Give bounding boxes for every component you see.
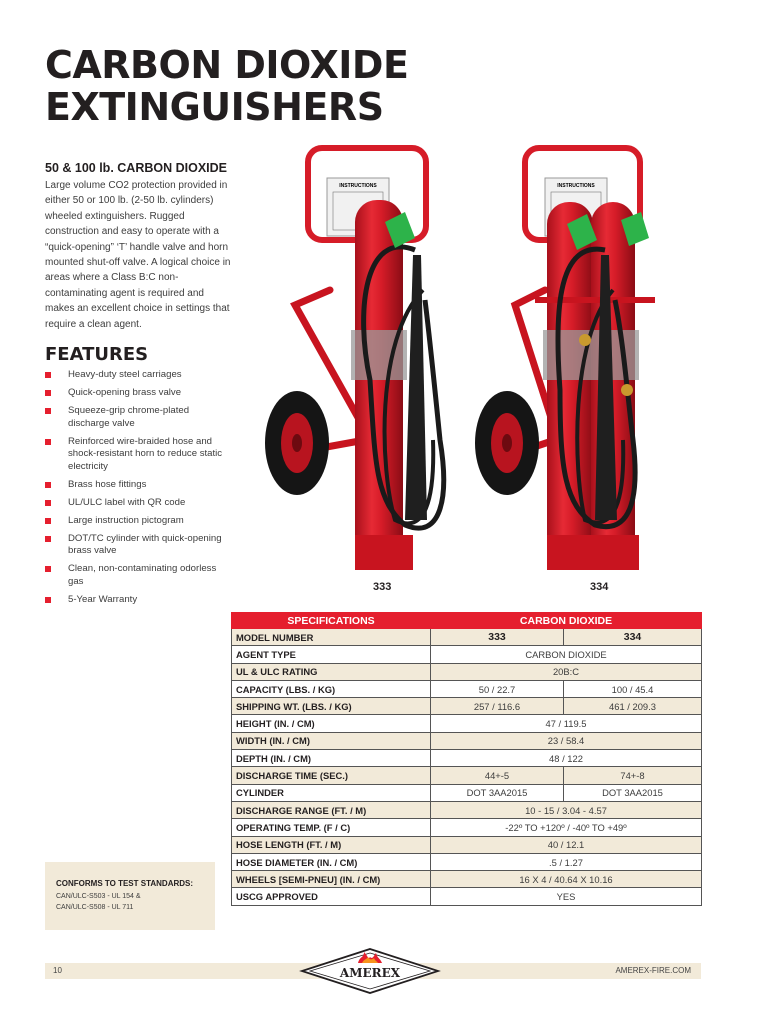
- table-row: [232, 629, 702, 646]
- features-heading: FEATURES: [45, 344, 149, 365]
- conforms-line: CAN/ULC-S503 - UL 154 &: [56, 893, 141, 900]
- spec-value: 16 X 4 / 40.64 X 10.16: [431, 871, 702, 888]
- feature-item: [45, 563, 230, 588]
- spec-label: WIDTH (IN. / CM): [232, 732, 431, 749]
- spec-value: 23 / 58.4: [431, 732, 702, 749]
- spec-label: CAPACITY (LBS. / KG): [232, 680, 431, 697]
- feature-text: 5-Year Warranty: [68, 593, 138, 605]
- square-bullet-icon: [45, 439, 51, 445]
- page-number: 10: [53, 966, 62, 975]
- square-bullet-icon: [45, 390, 51, 396]
- square-bullet-icon: [45, 408, 51, 414]
- spec-value-334: 100 / 45.4: [564, 680, 702, 697]
- feature-text: Large instruction pictogram: [68, 514, 184, 526]
- square-bullet-icon: [45, 372, 51, 378]
- feature-item: [45, 369, 230, 382]
- model-number-label: MODEL NUMBER: [232, 629, 431, 646]
- spec-label: DEPTH (IN. / CM): [232, 750, 431, 767]
- table-row: [232, 732, 702, 749]
- product-image: [255, 140, 705, 580]
- table-row: [232, 750, 702, 767]
- table-row: [232, 888, 702, 905]
- instruction-label-334: INSTRUCTIONS: [557, 183, 595, 189]
- specifications-table: [231, 612, 702, 906]
- table-row: [232, 836, 702, 853]
- product-description: Large volume CO2 protection provided in either 50 or 100 lb. (2-50 lb. cylinders) wheeled extinguishers. Rugged construction and easy to operate with a “quick-opening” ‘T’ handle valve and horn mounted shut-off valve. A logical choice in areas where a Class B:C non-contaminating agent is required and makes an excellent choice in settings that require a clean agent.: [45, 180, 231, 330]
- spec-label: AGENT TYPE: [232, 646, 431, 663]
- spec-label: WHEELS [SEMI-PNEU] (IN. / CM): [232, 871, 431, 888]
- feature-item: [45, 533, 230, 558]
- spec-value-333: 257 / 116.6: [431, 698, 564, 715]
- square-bullet-icon: [45, 482, 51, 488]
- feature-text: Quick-opening brass valve: [68, 387, 182, 398]
- page-title: [45, 44, 408, 128]
- specifications-header: SPECIFICATIONS: [232, 613, 431, 629]
- square-bullet-icon: [45, 597, 51, 603]
- spec-value-334: DOT 3AA2015: [564, 784, 702, 801]
- feature-text: Reinforced wire-braided hose and shock-resistant horn to reduce static electricity: [68, 435, 223, 472]
- website-link[interactable]: AMEREX-FIRE.COM: [615, 966, 691, 975]
- spec-label: HEIGHT (IN. / CM): [232, 715, 431, 732]
- model-caption-333: 333: [373, 581, 392, 593]
- table-row: [232, 801, 702, 818]
- spec-label: HOSE LENGTH (FT. / M): [232, 836, 431, 853]
- square-bullet-icon: [45, 566, 51, 572]
- spec-label: CYLINDER: [232, 784, 431, 801]
- feature-text: Brass hose fittings: [68, 478, 147, 490]
- spec-value: 40 / 12.1: [431, 836, 702, 853]
- feature-text: Clean, non-contaminating odorless gas: [68, 563, 217, 587]
- feature-item: [45, 387, 230, 400]
- spec-value: CARBON DIOXIDE: [431, 646, 702, 663]
- spec-label: USCG APPROVED: [232, 888, 431, 905]
- feature-text: Heavy-duty steel carriages: [68, 369, 182, 380]
- conforms-box: [45, 862, 215, 930]
- square-bullet-icon: [45, 500, 51, 506]
- spec-value: 20B:C: [431, 663, 702, 680]
- title-line-2: EXTINGUISHERS: [45, 85, 384, 129]
- feature-item: [45, 515, 230, 528]
- spec-label: UL & ULC RATING: [232, 663, 431, 680]
- table-row: [232, 767, 702, 784]
- spec-value: 10 - 15 / 3.04 - 4.57: [431, 801, 702, 818]
- square-bullet-icon: [45, 536, 51, 542]
- spec-value: 47 / 119.5: [431, 715, 702, 732]
- model-number-a: 333: [431, 629, 564, 646]
- spec-label: DISCHARGE TIME (SEC.): [232, 767, 431, 784]
- extinguisher-333: [265, 148, 444, 570]
- conforms-heading: CONFORMS TO TEST STANDARDS:: [56, 879, 194, 888]
- feature-text: UL/ULC label with QR code: [68, 496, 186, 508]
- feature-item: [45, 436, 230, 474]
- table-row: [232, 871, 702, 888]
- logo-text: AMEREX: [339, 966, 401, 980]
- agent-header: CARBON DIOXIDE: [431, 613, 702, 629]
- instruction-label-333: INSTRUCTIONS: [339, 183, 377, 189]
- model-caption-334: 334: [590, 581, 609, 593]
- feature-item: [45, 497, 230, 510]
- model-number-b: 334: [564, 629, 702, 646]
- table-row: [232, 698, 702, 715]
- table-row: [232, 819, 702, 836]
- spec-label: OPERATING TEMP. (F / C): [232, 819, 431, 836]
- table-header-row: [232, 613, 702, 629]
- spec-label: DISCHARGE RANGE (FT. / M): [232, 801, 431, 818]
- product-subtitle: 50 & 100 lb. CARBON DIOXIDE: [45, 161, 227, 175]
- table-row: [232, 663, 702, 680]
- feature-text: DOT/TC cylinder with quick-opening brass valve: [68, 532, 222, 556]
- spec-value: 48 / 122: [431, 750, 702, 767]
- extinguisher-illustration: [255, 140, 705, 580]
- spec-value-333: DOT 3AA2015: [431, 784, 564, 801]
- spec-label: HOSE DIAMETER (IN. / CM): [232, 853, 431, 870]
- extinguisher-334: [475, 148, 655, 570]
- table-row: [232, 715, 702, 732]
- spec-value-333: 50 / 22.7: [431, 680, 564, 697]
- spec-value: YES: [431, 888, 702, 905]
- table-row: [232, 853, 702, 870]
- spec-label: SHIPPING WT. (LBS. / KG): [232, 698, 431, 715]
- table-row: [232, 646, 702, 663]
- spec-value: .5 / 1.27: [431, 853, 702, 870]
- spec-value-333: 44+-5: [431, 767, 564, 784]
- table-row: [232, 784, 702, 801]
- feature-item: [45, 479, 230, 492]
- feature-text: Squeeze-grip chrome-plated discharge valve: [68, 405, 190, 429]
- features-list: [45, 369, 230, 612]
- feature-item: [45, 405, 230, 430]
- spec-value-334: 74+-8: [564, 767, 702, 784]
- title-line-1: CARBON DIOXIDE: [45, 43, 409, 87]
- spec-value: -22º TO +120º / -40º TO +49º: [431, 819, 702, 836]
- spec-value-334: 461 / 209.3: [564, 698, 702, 715]
- feature-item: [45, 594, 230, 607]
- amerex-logo: [298, 946, 442, 996]
- table-row: [232, 680, 702, 697]
- square-bullet-icon: [45, 518, 51, 524]
- conforms-line: CAN/ULC-S508 - UL 711: [56, 904, 134, 911]
